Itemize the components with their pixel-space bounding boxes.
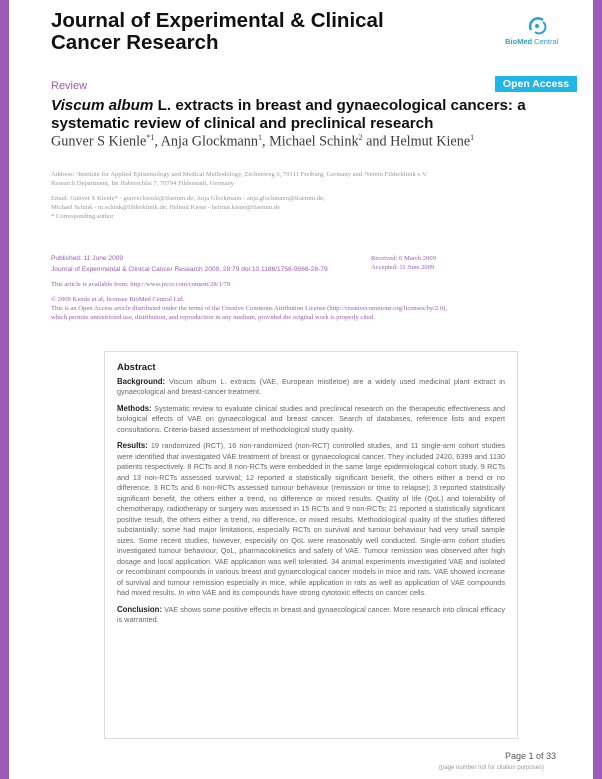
copyright: © 2009 Kienle et al; licensee BioMed Central Ltd. This is an Open Access article distributed under the terms of the Creative Commons Attribution License (http://creativecommons.org/licenses/by/2.0), which permits unrestricted use, distribution, and reproduction in any medium, provided the original work is properly cited. [51, 296, 447, 321]
article-url: This article is available from: http://www.jeccr.com/content/28/1/79 [51, 281, 231, 288]
open-access-badge: Open Access [495, 76, 577, 92]
abstract-results: Results: 19 randomized (RCT), 16 non-randomized (non-RCT) controlled studies, and 11 single-arm cohort studies were identified that investigated VAE treatment of breast or gynaecological cancer. They included 2420, 6399 and 1130 patients respectively. 8 RCTs and 8 non-RCTs were embedded in the same large epidemiological cohort study. 9 RCTs and 13 non-RCTs assessed survival; 12 reported a statistically significant benefit, the others either a trend or no difference. 3 RCTs and 6 non-RCTs assessed tumour behaviour (remission or time to relapse); 3 reported statistically significant benefit, the others either a trend, no difference or mixed results. Quality of life (QoL) and tolerability of chemotherapy, radiotherapy or surgery was assessed in 15 RCTs and 9 non-RCTs; 21 reported a statistically significant positive result, the others either a trend, no difference, or mixed results. Methodological quality of the studies differed substantially; some had major limitations, especially RCTs on survival and tumour behaviour had very small sample sizes. Some recent studies, however, especially on QoL were reasonably well conducted. Single-arm cohort studies investigated tumour behaviour, QoL, pharmacokinetics and safety of VAE. Tumour remission was observed after high dosage and local application. VAE application was well tolerated. 34 animal experiments investigated VAE and isolated or recombinant compounds in various breast and gynaecological cancer models in mice and rats. VAE showed increase of survival and tumour remission especially in mice, while application in rats as well as application of VAE compounds had mixed results. In vitro VAE and its compounds have strong cytotoxic effects on cancer cells. [117, 441, 505, 597]
accepted-date: Accepted: 11 June 2009 [371, 264, 435, 271]
corresponding-note: * Corresponding author [51, 213, 114, 220]
publisher-logo [497, 14, 577, 50]
paper-page [9, 0, 593, 779]
page-number: Page 1 of 33 [505, 751, 557, 761]
page-number-note: (page number not for citation purposes) [439, 765, 545, 771]
author-name: Anja Glockmann [160, 133, 258, 150]
author-name: Gunver S Kienle [51, 133, 147, 150]
citation: Journal of Experimental & Clinical Cancer Research 2009, 28:79 doi:10.1186/1756-9966-28-79 [51, 266, 328, 273]
journal-title [51, 10, 384, 54]
abstract-conclusion: Conclusion: VAE shows some positive effects in breast and gynaecological cancer. More research into clinical efficacy is warranted. [117, 604, 505, 624]
author-name: Michael Schink [269, 133, 359, 150]
journal-title-line1: Journal of Experimental & Clinical [51, 9, 384, 32]
abstract-box [104, 351, 518, 739]
received-date: Received: 6 March 2009 [371, 255, 437, 262]
article-type: Review [51, 80, 88, 92]
published-date: Published: 11 June 2009 [51, 255, 124, 262]
author-name: Helmut Kiene [390, 133, 471, 150]
affiliations: Address: ¹Institute for Applied Epistemology and Medical Methodology, Zechenweg 6, 79111 Freiburg, Germany and ²Verein Filderklinik e.V. Research Department, Im Haberschlai 7, 70794 Filderstadt, Germany [51, 171, 428, 187]
author-list: Gunver S Kienle$^{*1}$, Anja Glockmann$^1$, Michael Schink$^2$ and Helmut Kiene$^1$ [51, 133, 475, 150]
abstract-content [117, 363, 505, 632]
biomed-central-logo-icon [525, 14, 549, 36]
author-emails: Email: Gunver S Kienle* - gunver.kienle@ifaemm.de; Anja Glockmann - anja.glockmann@ifaemm.de; Michael Schink - m.schink@filderklinik.de; Helmut Kiene - helmut.kiene@ifaemm.de * Corresponding author [51, 194, 571, 221]
paper-title: Viscum album L. extracts in breast and gynaecological cancers: a systematic review of clinical and preclinical research [51, 97, 526, 132]
abstract-background: Background: Viscum album L. extracts (VAE, European mistletoe) are a widely used medicinal plant extract in gynaecological and breast-cancer treatment. [117, 376, 505, 396]
journal-title-line2: Cancer Research [51, 31, 219, 54]
publisher-name: BioMed Central [505, 37, 559, 46]
abstract-heading: Abstract [117, 362, 156, 373]
abstract-methods: Methods: Systematic review to evaluate clinical studies and preclinical research on the therapeutic effectiveness and biological effects of VAE on gynaecological and breast cancer. Search of databases, reference lists and expert consultations. Criteria-based assessment of methodological study quality. [117, 403, 505, 434]
